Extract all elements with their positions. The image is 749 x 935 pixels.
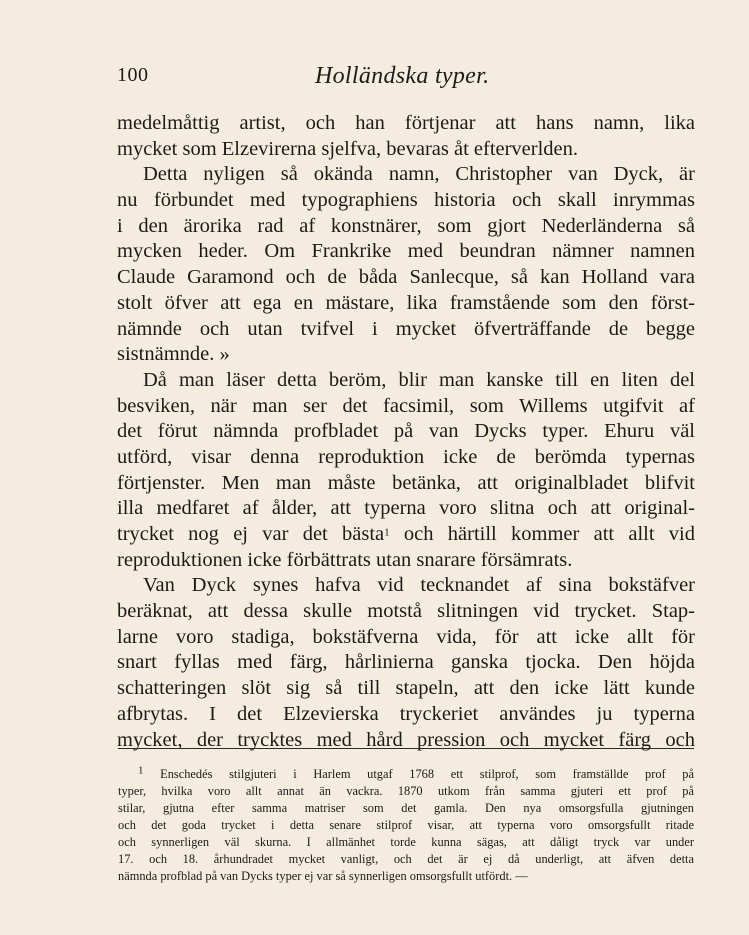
footnote-line: stilar, gjutna efter samma matriser som det gamla. Den nya omsorgsfulla gjutningen: [118, 801, 694, 815]
text-line: förtjenster. Men man måste betänka, att originalbladet blifvit: [117, 471, 695, 494]
text-line: stolt öfver att ega en mästare, lika framstående som den först-: [117, 291, 695, 314]
text-line: nu förbundet med typographiens historia och skall inrymmas: [117, 189, 695, 212]
text-line-with-footnote: [117, 522, 695, 548]
text-line: besviken, när man ser det facsimil, som Willems utgifvit af: [117, 394, 695, 417]
text-line: mycket som Elzevirerna sjelfva, bevaras åt efterverlden.: [117, 137, 579, 160]
footnote-reference: 1: [384, 526, 390, 539]
footnote-line: 17. och 18. århundradet mycket vanligt, och det är ej då underligt, att äfven detta: [118, 852, 694, 866]
text-line: snart fyllas med färg, hårlinierna ganska tjocka. Den höjda: [117, 651, 695, 674]
footnote-divider: [118, 748, 694, 750]
running-title: Holländska typer.: [315, 63, 490, 89]
footnote-line: och det goda trycket i detta senare stilprof visar, att typerna voro omsorgsfullt ritade: [118, 818, 694, 832]
text-line: reproduktionen icke förbättrats utan snarare försämrats.: [117, 548, 573, 571]
text-line: beräknat, att dessa skulle motstå slitningen vid trycket. Stap-: [117, 600, 695, 623]
text-line: schatteringen slöt sig så till stapeln, att den icke lätt kunde: [117, 677, 695, 700]
text-line: det förut nämnda profbladet på van Dycks typer. Ehuru väl: [117, 420, 695, 443]
footnote-line: typer, hvilka voro allt annat än vackra. 1870 utkom från samma gjuteri ett prof på: [118, 784, 694, 798]
page-header: [117, 64, 695, 92]
body-text: [117, 111, 695, 753]
text-line: Claude Garamond och de båda Sanlecque, så kan Holland vara: [117, 266, 695, 289]
text-line: afbrytas. I det Elzevierska tryckeriet användes ju typerna: [117, 702, 695, 725]
footnote-line: [118, 766, 694, 783]
text-fragment: trycket nog ej var det bästa: [117, 523, 385, 545]
text-line: larne voro stadiga, bokstäfverna vida, för att icke allt för: [117, 625, 695, 648]
text-line: illa medfaret af ålder, att typerna voro slitna och att original-: [117, 497, 695, 520]
text-line: nämnde och utan tvifvel i mycket öfverträffande de begge: [117, 317, 695, 340]
footnote-text: Enschedés stilgjuteri i Harlem utgaf 1768 ett stilprof, som framställde prof på: [160, 767, 694, 781]
text-line: mycken heder. Om Frankrike med beundran nämner namnen: [117, 240, 695, 263]
text-line: utförd, visar denna reproduktion icke de berömda typernas: [117, 445, 695, 468]
footnote-line: och synnerligen väl skurna. I allmänhet torde kunna sägas, att dåligt tryck var under: [118, 835, 694, 849]
text-fragment: och härtill kommer att allt vid: [403, 523, 695, 545]
text-line: Detta nyligen så okända namn, Christopher van Dyck, är: [143, 163, 695, 186]
text-line: mycket, der trycktes med hård pression och mycket färg och: [117, 728, 695, 751]
footnote-marker: 1: [138, 766, 144, 777]
text-line: medelmåttig artist, och han förtjenar att hans namn, lika: [117, 112, 695, 134]
footnote-line: nämnda profblad på van Dycks typer ej var så synnerligen omsorgsfullt utfördt. —: [118, 869, 528, 883]
footnote: [118, 766, 694, 885]
text-line: Van Dyck synes hafva vid tecknandet af sina bokstäfver: [143, 574, 695, 597]
text-line: sistnämnde. »: [117, 343, 230, 366]
text-line: Då man läser detta beröm, blir man kanske till en liten del: [143, 368, 695, 391]
text-line: i den ärorika rad af konstnärer, som gjort Nederländerna så: [117, 214, 695, 237]
page-number: 100: [117, 64, 149, 86]
